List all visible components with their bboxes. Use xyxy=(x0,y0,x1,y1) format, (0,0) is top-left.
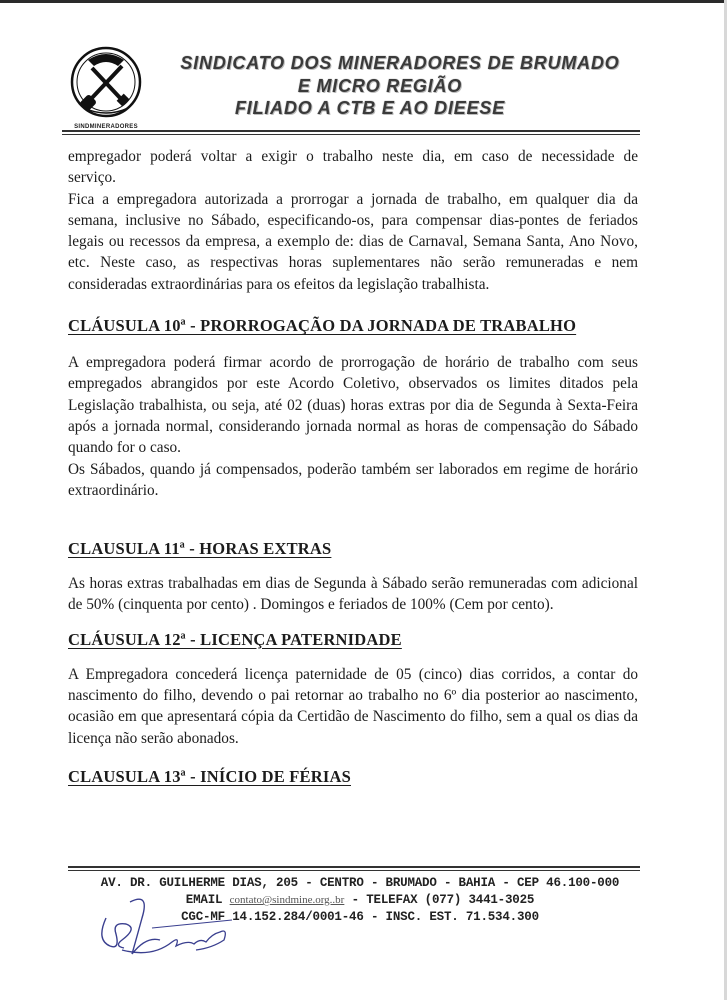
footer-registration: CGC-MF 14.152.284/0001-46 - INSC. EST. 71.534.300 xyxy=(181,910,539,924)
clause-10-paragraph-2: Os Sábados, quando já compensados, poderão também ser laborados em regime de horário extraordinário. xyxy=(68,460,638,499)
union-name-line1: SINDICATO DOS MINERADORES DE BRUMADO xyxy=(180,53,620,73)
handwritten-signature-icon xyxy=(92,888,242,968)
document-body xyxy=(68,146,638,787)
footer-divider xyxy=(68,866,640,868)
clause-10-paragraph: A empregadora poderá firmar acordo de prorrogação de horário de trabalho com seus empregados abrangidos por este Acordo Coletivo, observados os limites ditados pela Legislação trabalhista, ou seja, até 02 (duas) horas extras por dia de Segunda à Sexta-Feira após a jornada normal, considerando jornada normal as horas de compensação do Sábado quando for o caso. xyxy=(68,354,638,457)
intro-paragraph: Fica a empregadora autorizada a prorrogar a jornada de trabalho, em qualquer dia da semana, inclusive no Sábado, especificando-os, para compensar dias-pontes de feriados legais ou recessos da empresa, a exemplo de: dias de Carnaval, Semana Santa, Ano Novo, etc. Neste caso, as respectivas horas suplementares não serão remuneradas e nem consideradas extraordinárias para os efeitos da legislação trabalhista. xyxy=(68,190,638,293)
footer-divider-thin xyxy=(68,870,640,871)
email-link[interactable]: contato@sindmine.org..br xyxy=(229,894,345,906)
clause-13-heading: CLAUSULA 13ª - INÍCIO DE FÉRIAS xyxy=(68,766,351,786)
footer-address: AV. DR. GUILHERME DIAS, 205 - CENTRO - BRUMADO - BAHIA - CEP 46.100-000 xyxy=(100,876,620,890)
telefax: - TELEFAX (077) 3441-3025 xyxy=(351,893,535,907)
clause-11-paragraph: As horas extras trabalhadas em dias de Segunda à Sábado serão remuneradas com adicional de 50% (cinquenta por cento) . Domingos e feriados de 100% (Cem por cento). xyxy=(68,575,638,614)
header-divider-thin xyxy=(62,134,640,135)
clause-12-paragraph: A Empregadora concederá licença paternidade de 05 (cinco) dias corridos, a contar do nascimento do filho, devendo o pai retornar ao trabalho no 6º dia posterior ao nascimento, ocasião em que apresentará cópia da Certidão de Nascimento do filho, sem a qual os dias da licença não serão abonados. xyxy=(68,665,638,747)
clause-10-heading: CLÁUSULA 10ª - PRORROGAÇÃO DA JORNADA DE TRABALHO xyxy=(68,316,577,336)
intro-line: empregador poderá voltar a exigir o trabalho neste dia, em caso de necessidade de xyxy=(68,148,638,165)
clause-12-heading: CLÁUSULA 12ª - LICENÇA PATERNIDADE xyxy=(68,629,402,649)
union-name-line2: E MICRO REGIÃO xyxy=(297,76,463,96)
union-affiliation: FILIADO A CTB E AO DIEESE xyxy=(234,98,505,118)
email-label: EMAIL xyxy=(185,893,223,907)
page-top-edge xyxy=(0,0,727,3)
logo-caption: SINDMINERADORES xyxy=(74,124,138,130)
intro-line-end: serviço. xyxy=(68,169,116,187)
header-divider xyxy=(62,130,640,132)
clause-11-heading: CLAUSULA 11ª - HORAS EXTRAS xyxy=(68,539,332,559)
